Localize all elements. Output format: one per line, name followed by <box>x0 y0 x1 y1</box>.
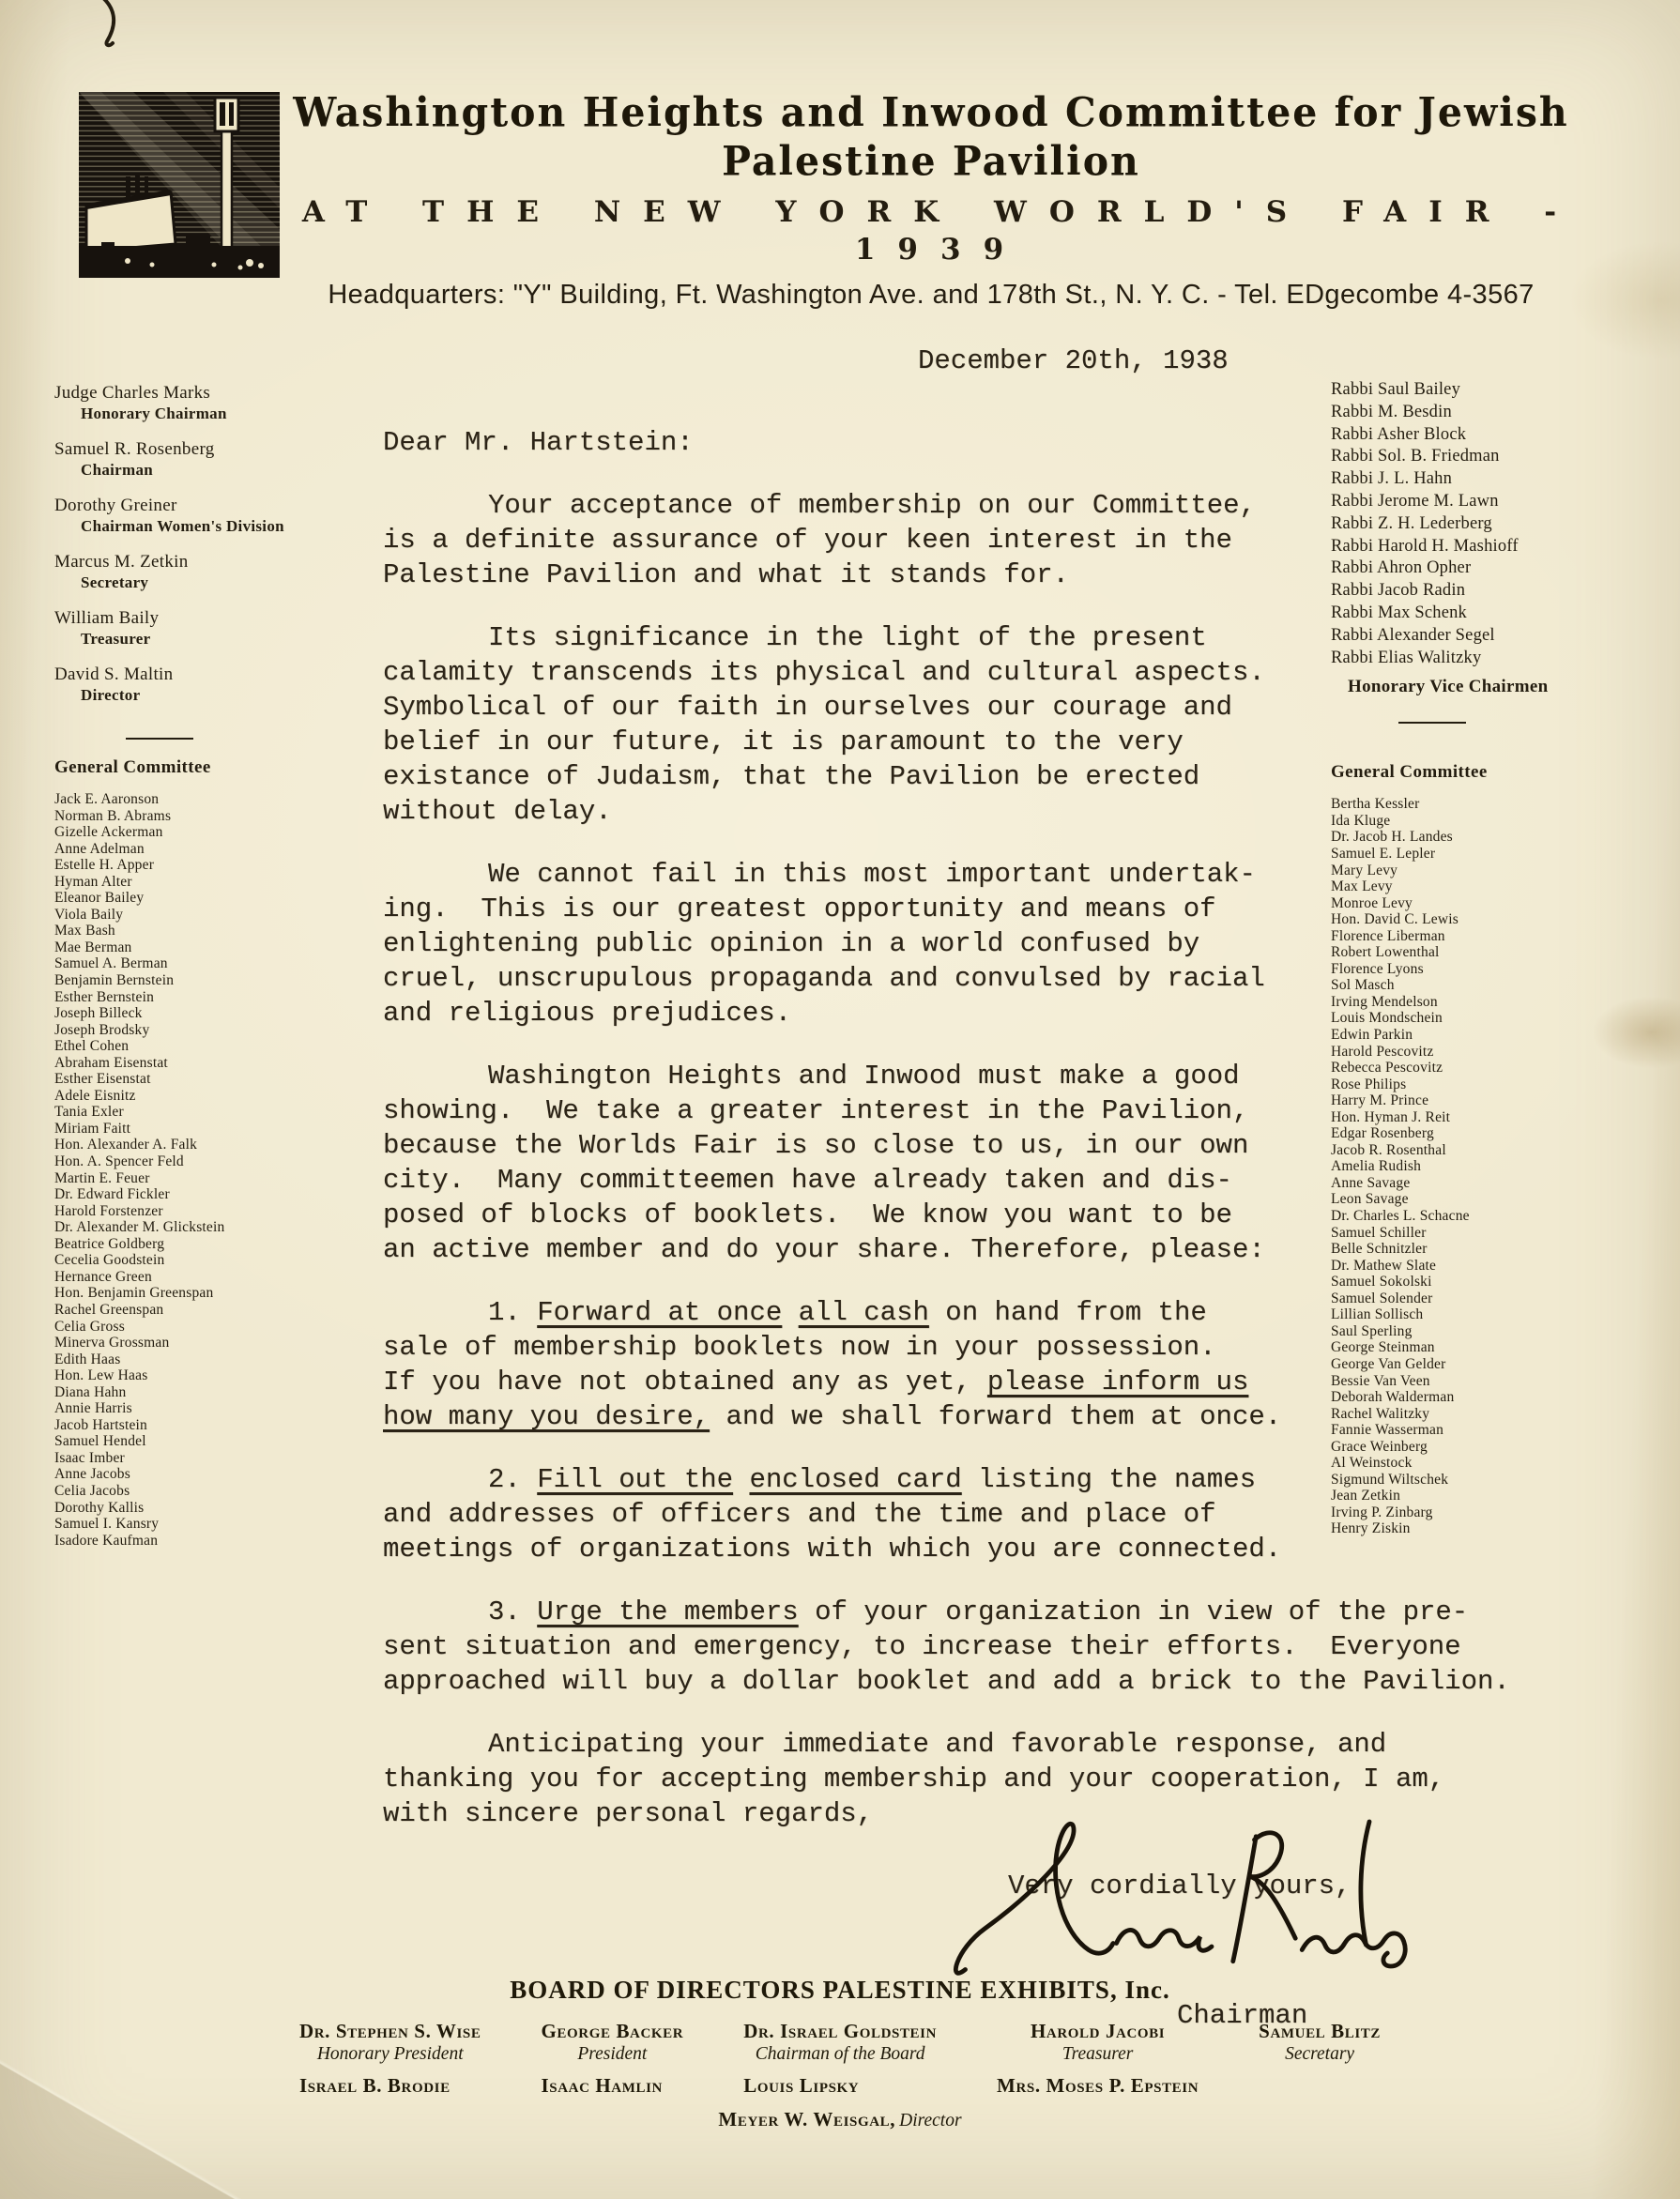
committee-member: Al Weinstock <box>1331 1455 1413 1472</box>
committee-member: Edith Haas <box>54 1351 121 1367</box>
letter-date: December 20th, 1938 <box>918 345 1229 376</box>
committee-member: Samuel I. Kansry <box>54 1516 160 1533</box>
text-line: We cannot fail in this most important undertak- <box>488 859 1256 890</box>
letter-body <box>383 344 1584 2071</box>
board-member-name: Isaac Hamlin <box>541 2074 663 2097</box>
committee-member: Florence Lyons <box>1331 960 1424 977</box>
committee-member: Hyman Alter <box>54 873 132 890</box>
committee-member: Rose Philips <box>1331 1076 1407 1092</box>
committee-member: Edgar Rosenberg <box>1331 1125 1434 1142</box>
officer-entry <box>54 496 370 537</box>
committee-member: Abraham Eisenstat <box>54 1054 168 1071</box>
committee-member: Diana Hahn <box>54 1383 127 1400</box>
text-line: 2. Fill out the enclosed card listing the names <box>488 1464 1256 1495</box>
board-director-row <box>299 2108 1381 2132</box>
paragraph <box>383 1059 1584 1267</box>
committee-member: Eleanor Bailey <box>54 890 145 907</box>
board-member-title: Secretary <box>1285 2044 1355 2064</box>
text-line: Its significance in the light of the present <box>488 622 1207 653</box>
left-sidebar <box>54 383 370 1549</box>
letter-paragraphs <box>383 488 1584 1831</box>
committee-member: Edwin Parkin <box>1331 1027 1413 1044</box>
committee-member: Leon Savage <box>1331 1191 1409 1208</box>
text-line: meetings of organizations with which you are connected. <box>383 1534 1282 1565</box>
officer-entry <box>54 552 370 593</box>
committee-member: Anne Adelman <box>54 840 145 857</box>
right-committee-heading: General Committee <box>1331 762 1488 783</box>
text-line: Washington Heights and Inwood must make a good <box>488 1061 1240 1092</box>
committee-member: Harry M. Prince <box>1331 1092 1429 1109</box>
committee-member: Louis Mondschein <box>1331 1010 1443 1027</box>
board-member-name: Israel B. Brodie <box>298 2074 451 2097</box>
divider-rule <box>126 738 193 740</box>
board-grid-spacer <box>1259 2074 1381 2098</box>
letterhead <box>214 90 1648 312</box>
committee-member: Hernance Green <box>54 1268 152 1285</box>
numbered-item <box>383 1462 1584 1566</box>
officer-entry <box>54 383 370 424</box>
text-line: without delay. <box>383 796 612 827</box>
text-line: ing. This is our greatest opportunity and means of <box>383 893 1216 924</box>
rabbi-name: Rabbi Elias Walitzky <box>1331 648 1482 667</box>
committee-member: Hon. Lew Haas <box>54 1367 148 1384</box>
officer-entry <box>54 608 370 649</box>
board-member-name: Dr. Stephen S. Wise <box>298 2020 481 2042</box>
valediction: Very cordially yours, <box>1008 1871 1352 1901</box>
rabbi-name: Rabbi Max Schenk <box>1331 603 1468 622</box>
text-line: sent situation and emergency, to increase their efforts. Everyone <box>383 1631 1461 1662</box>
committee-member: Max Levy <box>1331 878 1393 895</box>
committee-member: Belle Schnitzler <box>1331 1241 1428 1258</box>
committee-member: Lillian Sollisch <box>1331 1306 1424 1323</box>
rabbi-name: Rabbi Asher Block <box>1331 424 1467 444</box>
board-member <box>541 2020 683 2066</box>
committee-member: Martin E. Feuer <box>54 1169 150 1186</box>
committee-member: Jack E. Aaronson <box>54 791 160 807</box>
officer-title: Secretary <box>81 573 149 591</box>
officer-name: Judge Charles Marks <box>54 383 211 403</box>
text-line: with sincere personal regards, <box>383 1798 874 1829</box>
text-line: and addresses of officers and the time and place of <box>383 1499 1216 1530</box>
officer-name: Dorothy Greiner <box>54 496 177 515</box>
committee-member: Isaac Imber <box>54 1449 125 1466</box>
underlined-text: Urge the members <box>537 1596 799 1627</box>
committee-member: Celia Gross <box>54 1318 125 1335</box>
text-line: cruel, unscrupulous propaganda and convulsed by racial <box>383 963 1265 994</box>
committee-member: Jean Zetkin <box>1331 1488 1401 1504</box>
committee-member: Cecelia Goodstein <box>54 1252 165 1269</box>
committee-member: Rebecca Pescovitz <box>1331 1060 1443 1077</box>
text-line: an active member and do your share. Therefore, please: <box>383 1234 1265 1265</box>
committee-member: Irving Mendelson <box>1331 993 1438 1010</box>
committee-member: Harold Pescovitz <box>1331 1043 1434 1060</box>
committee-member: Samuel E. Lepler <box>1331 846 1436 862</box>
board-member <box>299 2020 481 2066</box>
committee-member: Samuel Sokolski <box>1331 1274 1432 1290</box>
text-line: because the Worlds Fair is so close to us, in our own <box>383 1130 1249 1161</box>
rabbi-name: Rabbi Jerome M. Lawn <box>1331 491 1499 511</box>
board-member-name: Louis Lipsky <box>743 2074 860 2097</box>
committee-member: Esther Bernstein <box>54 988 155 1005</box>
board-member <box>1259 2020 1381 2066</box>
text-line: city. Many committeemen have already taken and dis- <box>383 1165 1232 1196</box>
committee-member: Henry Ziskin <box>1331 1520 1411 1537</box>
numbered-item <box>383 1295 1584 1434</box>
committee-member: Dr. Charles L. Schacne <box>1331 1208 1470 1225</box>
board-member-name: George Backer <box>541 2020 684 2042</box>
board-member <box>743 2020 937 2066</box>
board-member-title: President <box>577 2044 648 2064</box>
committee-member: Dorothy Kallis <box>54 1499 145 1516</box>
officer-list <box>54 383 370 706</box>
salutation: Dear Mr. Hartstein: <box>383 427 694 458</box>
board-of-directors <box>0 1976 1680 2132</box>
board-member <box>997 2020 1199 2066</box>
board-member-title: Chairman of the Board <box>755 2044 925 2064</box>
committee-member: Jacob Hartstein <box>54 1416 147 1433</box>
paragraph <box>383 620 1584 829</box>
board-member-name: Samuel Blitz <box>1259 2020 1381 2042</box>
text-line: Palestine Pavilion and what it stands for. <box>383 559 1069 590</box>
text-line: showing. We take a greater interest in the Pavilion, <box>383 1095 1249 1126</box>
rabbi-name: Rabbi Alexander Segel <box>1331 625 1495 645</box>
committee-member: Dr. Edward Fickler <box>54 1186 170 1203</box>
underlined-text: please inform us <box>986 1367 1249 1397</box>
committee-member: Ethel Cohen <box>54 1038 130 1055</box>
committee-member: Jacob R. Rosenthal <box>1331 1141 1446 1158</box>
board-member-name: Mrs. Moses P. Epstein <box>997 2074 1199 2097</box>
committee-member: Beatrice Goldberg <box>54 1235 165 1252</box>
officer-title: Treasurer <box>81 630 151 648</box>
rabbi-name: Rabbi M. Besdin <box>1331 402 1452 421</box>
board-member-title: Treasurer <box>1061 2044 1134 2064</box>
committee-member: Anne Savage <box>1331 1174 1411 1191</box>
committee-member: Mary Levy <box>1331 862 1398 878</box>
pen-mark <box>73 0 139 53</box>
org-subtitle: AT THE NEW YORK WORLD'S FAIR - 1939 <box>301 195 1580 267</box>
committee-member: Grace Weinberg <box>1331 1438 1428 1455</box>
text-line: enlightening public opinion in a world confused by <box>383 928 1200 959</box>
committee-member: Celia Jacobs <box>54 1482 130 1499</box>
committee-member: Sigmund Wiltschek <box>1331 1471 1449 1488</box>
committee-member: George Van Gelder <box>1331 1355 1446 1372</box>
committee-member: Dr. Jacob H. Landes <box>1331 829 1453 846</box>
text-line: is a definite assurance of your keen interest in the <box>383 525 1232 556</box>
committee-member: Bessie Van Veen <box>1331 1372 1430 1389</box>
officer-title: Director <box>81 686 141 704</box>
committee-member: Saul Sperling <box>1331 1322 1413 1339</box>
committee-member: Mae Berman <box>54 939 132 955</box>
officer-name: Samuel R. Rosenberg <box>54 439 215 459</box>
officer-title: Chairman Women's Division <box>81 517 284 535</box>
board-member-name: Harold Jacobi <box>1030 2020 1166 2042</box>
committee-member: Irving P. Zinbarg <box>1331 1504 1433 1520</box>
paragraph <box>383 488 1584 592</box>
committee-member: Hon. Hyman J. Reit <box>1331 1108 1451 1125</box>
text-line: existance of Judaism, that the Pavilion be erected <box>383 761 1200 792</box>
board-member-name: Meyer W. Weisgal, <box>718 2108 896 2130</box>
rabbi-name: Rabbi Saul Bailey <box>1331 380 1461 399</box>
text-line: sale of membership booklets now in your possession. <box>383 1332 1216 1363</box>
committee-member: Dr. Mathew Slate <box>1331 1257 1437 1274</box>
text-line: Anticipating your immediate and favorable response, and <box>488 1729 1387 1760</box>
committee-member: Monroe Levy <box>1331 894 1413 911</box>
committee-member: Rachel Walitzky <box>1331 1405 1430 1422</box>
underlined-text: Forward at once <box>537 1297 783 1328</box>
committee-member: Isadore Kaufman <box>54 1532 159 1549</box>
committee-member: Robert Lowenthal <box>1331 944 1440 961</box>
text-line: Symbolical of our faith in ourselves our courage and <box>383 692 1232 723</box>
committee-member: Deborah Walderman <box>1331 1389 1455 1406</box>
committee-member: Bertha Kessler <box>1331 796 1420 813</box>
rabbi-name: Rabbi Sol. B. Friedman <box>1331 447 1500 466</box>
numbered-item <box>383 1595 1584 1699</box>
committee-member: Florence Liberman <box>1331 927 1445 944</box>
committee-member: Sol Masch <box>1331 977 1395 994</box>
board-member-name: Dr. Israel Goldstein <box>743 2020 938 2042</box>
committee-member: Rachel Greenspan <box>54 1301 164 1318</box>
officer-name: David S. Maltin <box>54 664 174 684</box>
text-line: and religious prejudices. <box>383 998 792 1029</box>
text-line: Your acceptance of membership on our Committee, <box>488 490 1256 521</box>
text-line: calamity transcends its physical and cultural aspects. <box>383 657 1265 688</box>
committee-member: Adele Eisnitz <box>54 1087 136 1104</box>
committee-member: George Steinman <box>1331 1339 1435 1356</box>
honorary-vice-chairmen-label: Honorary Vice Chairmen <box>1348 677 1549 697</box>
text-line: how many you desire, and we shall forward them at once. <box>383 1401 1282 1432</box>
rabbi-name: Rabbi Ahron Opher <box>1331 558 1472 578</box>
officer-name: William Baily <box>54 608 160 628</box>
committee-member: Norman B. Abrams <box>54 807 172 824</box>
officer-entry <box>54 664 370 706</box>
committee-member: Anne Jacobs <box>54 1466 130 1483</box>
underlined-text: all cash <box>798 1297 929 1328</box>
officer-title: Chairman <box>81 461 154 479</box>
board-grid <box>0 2020 1680 2132</box>
committee-member: Minerva Grossman <box>54 1335 170 1351</box>
committee-member: Hon. Alexander A. Falk <box>54 1137 198 1153</box>
committee-member: Hon. David C. Lewis <box>1331 911 1459 928</box>
committee-member: Hon. Benjamin Greenspan <box>54 1285 214 1302</box>
committee-member: Miriam Faitt <box>54 1120 131 1137</box>
committee-member: Samuel Hendel <box>54 1433 146 1450</box>
left-committee-list <box>54 791 370 1549</box>
committee-member: Benjamin Bernstein <box>54 972 175 989</box>
text-line: posed of blocks of booklets. We know you want to be <box>383 1199 1232 1230</box>
signature-title: Chairman <box>1177 2000 1308 2031</box>
committee-member: Ida Kluge <box>1331 812 1391 829</box>
text-line: approached will buy a dollar booklet and add a brick to the Pavilion. <box>383 1666 1510 1697</box>
committee-member: Amelia Rudish <box>1331 1158 1422 1175</box>
text-line: If you have not obtained any as yet, please inform us <box>383 1367 1249 1397</box>
committee-member: Annie Harris <box>54 1400 132 1417</box>
officer-name: Marcus M. Zetkin <box>54 552 189 572</box>
text-line: 1. Forward at once all cash on hand from the <box>488 1297 1207 1328</box>
committee-member: Esther Eisenstat <box>54 1071 151 1088</box>
underlined-text: how many you desire, <box>383 1401 710 1432</box>
committee-member: Joseph Brodsky <box>54 1021 150 1038</box>
board-member-title: Director <box>899 2111 962 2130</box>
paragraph <box>383 857 1584 1031</box>
rabbi-name: Rabbi Jacob Radin <box>1331 581 1466 601</box>
committee-member: Gizelle Ackerman <box>54 824 163 841</box>
underlined-text: Fill out the <box>537 1464 734 1495</box>
org-address: Headquarters: "Y" Building, Ft. Washington Ave. and 178th St., N. Y. C. - Tel. EDgecombe 4-3567 <box>328 280 1535 310</box>
left-committee-heading: General Committee <box>54 757 211 777</box>
board-member-title: Honorary President <box>316 2044 464 2064</box>
rabbi-name: Rabbi Z. H. Lederberg <box>1331 513 1492 533</box>
committee-member: Estelle H. Apper <box>54 857 155 874</box>
committee-member: Hon. A. Spencer Feld <box>54 1153 184 1170</box>
committee-member: Samuel Schiller <box>1331 1224 1427 1241</box>
committee-member: Max Bash <box>54 923 115 939</box>
committee-member: Joseph Billeck <box>54 1005 143 1022</box>
rabbi-name: Rabbi Harold H. Mashioff <box>1331 536 1519 556</box>
committee-member: Samuel Solender <box>1331 1290 1433 1306</box>
committee-member: Samuel A. Berman <box>54 955 168 972</box>
officer-entry <box>54 439 370 481</box>
text-line: 3. Urge the members of your organization in view of the pre- <box>488 1596 1469 1627</box>
committee-member: Fannie Wasserman <box>1331 1422 1444 1439</box>
committee-member: Viola Baily <box>54 906 124 923</box>
text-line: thanking you for accepting membership and your cooperation, I am, <box>383 1764 1445 1794</box>
officer-title: Honorary Chairman <box>81 405 227 422</box>
committee-member: Tania Exler <box>54 1104 124 1121</box>
rabbi-name: Rabbi J. L. Hahn <box>1331 469 1453 489</box>
committee-member: Dr. Alexander M. Glickstein <box>54 1219 225 1236</box>
org-name: Washington Heights and Inwood Committee for Jewish Palestine Pavilion <box>293 89 1569 185</box>
board-title: BOARD OF DIRECTORS PALESTINE EXHIBITS, Inc. <box>510 1976 1170 2004</box>
text-line: belief in our future, it is paramount to the very <box>383 726 1184 757</box>
underlined-text: enclosed card <box>749 1464 962 1495</box>
committee-member: Harold Forstenzer <box>54 1202 163 1219</box>
